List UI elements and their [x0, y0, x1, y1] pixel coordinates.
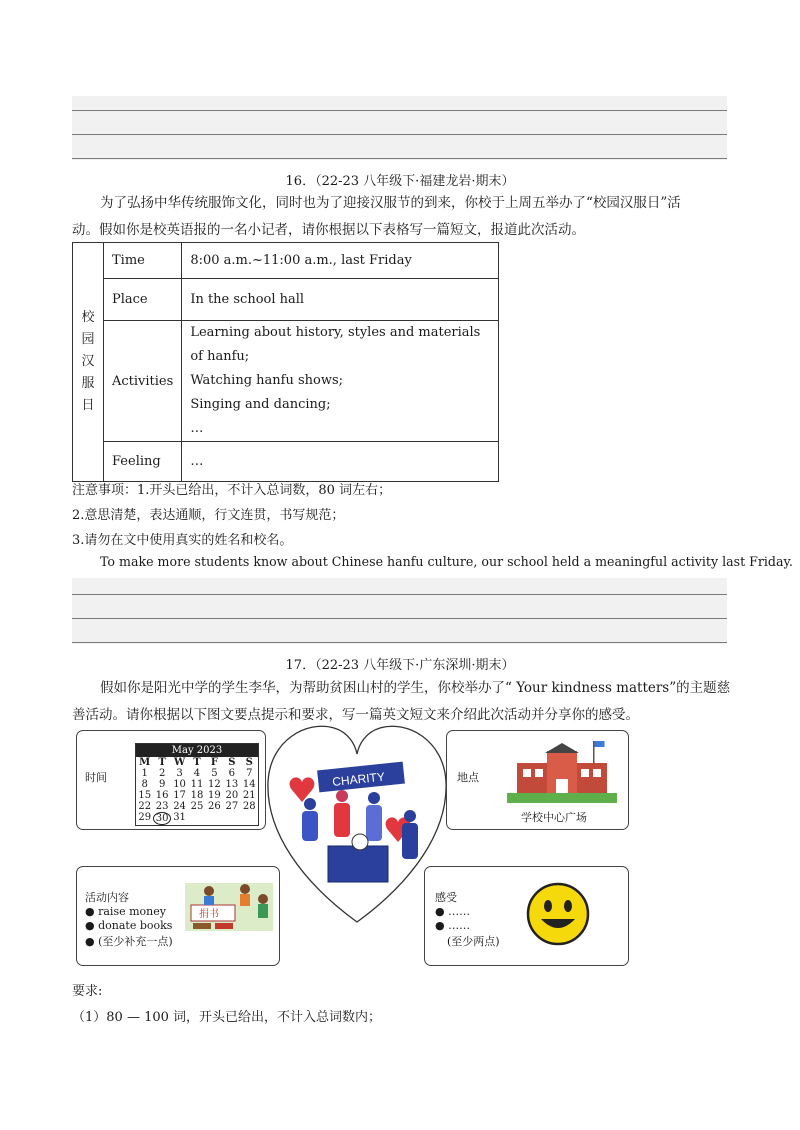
feeling-item-2: ● …… [435, 919, 471, 932]
answer-lines-top[interactable] [72, 96, 727, 160]
calendar-day: 7 [246, 768, 253, 779]
calendar-day: 10 [173, 779, 186, 790]
calendar [135, 743, 259, 826]
calendar-title: May 2023 [136, 744, 258, 757]
donation-box-icon [328, 846, 388, 882]
calendar-day: 30 [153, 812, 170, 825]
smiley-face-icon [525, 881, 591, 947]
charity-banner-text: CHARITY [331, 769, 386, 789]
place-label: 地点 [457, 771, 479, 784]
calendar-day: 26 [208, 801, 221, 812]
person-icon [402, 823, 418, 859]
book-stall-icon [185, 879, 273, 935]
calendar-day: 3 [176, 768, 183, 779]
note-2: 2.意思清楚，表达通顺，行文连贯，书写规范； [72, 508, 345, 523]
dog-icon [352, 834, 368, 850]
person-icon [336, 790, 348, 802]
row-value-time: 8:00 a.m.~11:00 a.m., last Friday [182, 243, 499, 279]
calendar-day: 15 [138, 790, 152, 801]
calendar-day: 18 [190, 790, 204, 801]
activity-item-3: ● (至少补充一点) [85, 935, 173, 948]
calendar-day: 6 [228, 768, 236, 779]
calendar-day: 16 [155, 790, 169, 801]
place-box [446, 730, 629, 830]
calendar-day: 5 [211, 768, 218, 779]
calendar-day: 13 [225, 779, 239, 790]
row-label-place: Place [104, 279, 182, 321]
school-building-icon [507, 741, 617, 803]
requirement-1: （1）80 — 100 词，开头已给出，不计入总词数内； [72, 1010, 382, 1025]
calendar-day: 22 [138, 801, 152, 812]
row-value-place: In the school hall [182, 279, 499, 321]
row-label-feeling: Feeling [104, 442, 182, 482]
activity-box [76, 866, 280, 966]
feeling-item-3: (至少两点) [447, 935, 500, 948]
calendar-day: 1 [141, 768, 148, 779]
time-label: 时间 [85, 771, 107, 784]
q17-heading: 17．（22-23 八年级下·广东深圳·期末） [285, 658, 515, 673]
calendar-day: 2 [158, 768, 166, 779]
calendar-day: 19 [208, 790, 221, 801]
person-icon [302, 811, 318, 841]
time-box [76, 730, 266, 830]
calendar-day: 9 [158, 779, 166, 790]
calendar-days [136, 768, 258, 825]
person-icon [334, 803, 350, 837]
calendar-day: 14 [242, 779, 256, 790]
q16-prompt: 为了弘扬中华传统服饰文化，同时也为了迎接汉服节的到来，你校于上周五举办了“校园汉服日”活 动。假如你是校英语报的一名小记者，请你根据以下表格写一篇短文，报道此次活动。 [72, 195, 681, 238]
feeling-box [424, 866, 629, 966]
table-title-cell: 校 园 汉 服 日 [73, 243, 104, 482]
calendar-day: 29 [138, 812, 152, 823]
calendar-day: 27 [225, 801, 239, 812]
calendar-day: 31 [173, 812, 186, 823]
q16-info-table [72, 242, 499, 482]
note-3: 3.请勿在文中使用真实的姓名和校名。 [72, 533, 293, 548]
requirements-title: 要求: [72, 984, 103, 999]
person-icon [366, 805, 382, 841]
calendar-day: 4 [193, 768, 201, 779]
activity-item-2: ● donate books [85, 919, 173, 932]
q16-heading: 16．（22-23 八年级下·福建龙岩·期末） [285, 174, 515, 189]
row-value-activities: Learning about history, styles and materials of hanfu; Watching hanfu shows; Singing and dancing; … [182, 321, 499, 442]
note-1: 注意事项：1.开头已给出，不计入总词数，80 词左右； [72, 483, 392, 498]
calendar-day: 23 [155, 801, 169, 812]
feeling-item-1: ● …… [435, 905, 471, 918]
q16-opening: To make more students know about Chinese hanfu culture, our school held a meaningful activity last Friday. [100, 554, 793, 569]
calendar-day: 21 [242, 790, 256, 801]
person-icon [404, 810, 416, 822]
person-icon [304, 798, 316, 810]
calendar-day: 24 [173, 801, 186, 812]
feeling-label: 感受 [435, 891, 457, 904]
calendar-day: 28 [242, 801, 256, 812]
q17-prompt: 假如你是阳光中学的学生李华，为帮助贫困山村的学生，你校举办了“ Your kindness matters”的主题慈 善活动。请你根据以下图文要点提示和要求，写一篇英文短文来介绍此次活动并分享你的感受。 [72, 680, 731, 723]
place-value: 学校中心广场 [521, 811, 587, 824]
answer-lines-q16[interactable] [72, 578, 727, 644]
calendar-day: 25 [190, 801, 204, 812]
svg-text:捐书: 捐书 [199, 909, 219, 920]
activity-label: 活动内容 [85, 891, 129, 904]
heart-outline [268, 726, 446, 922]
activity-item-1: ● raise money [85, 905, 166, 918]
calendar-day: 8 [141, 779, 148, 790]
calendar-day: 12 [208, 779, 221, 790]
calendar-day: 20 [225, 790, 239, 801]
row-label-activities: Activities [104, 321, 182, 442]
calendar-day: 11 [190, 779, 204, 790]
person-icon [368, 792, 380, 804]
row-label-time: Time [104, 243, 182, 279]
calendar-weekdays: M T W T F S S [139, 757, 253, 768]
calendar-day: 17 [173, 790, 186, 801]
row-value-feeling: … [182, 442, 499, 482]
